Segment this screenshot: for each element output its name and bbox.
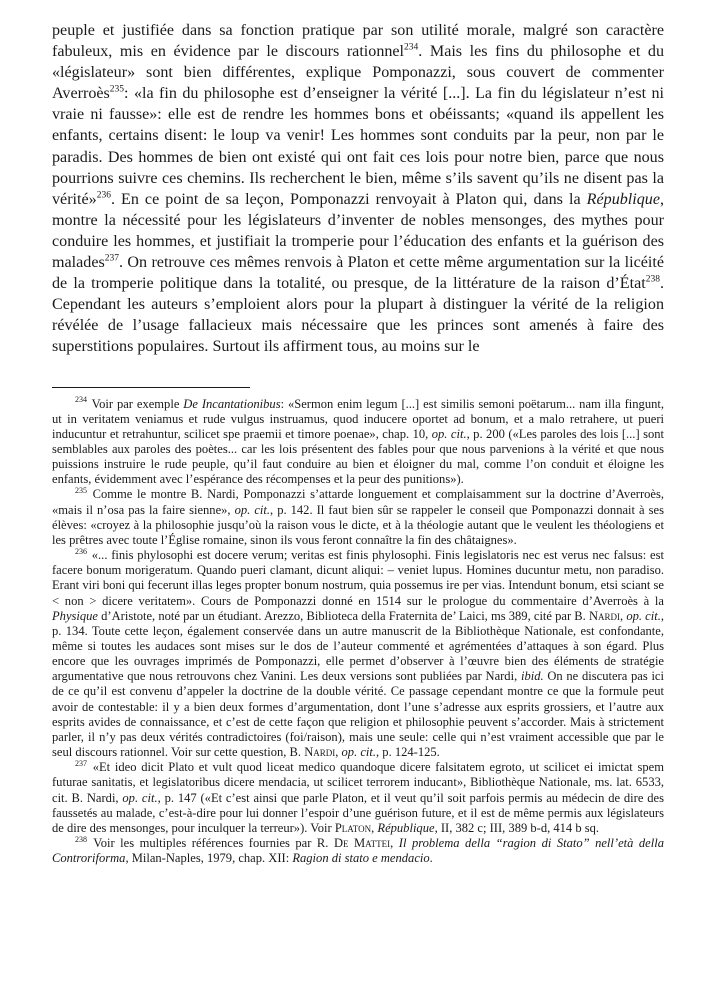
footnote-235 — [52, 487, 664, 548]
text-run: Voir par exemple — [88, 396, 184, 411]
text-run: peuple et justifiée dans sa fonction pratique par son utilité morale, malgré son caractère fabuleux, mis en évidence par le discours rationnel — [52, 22, 664, 61]
footnote-ref-236[interactable]: 236 — [96, 190, 111, 201]
italic-title: Il problema della “ragion di Stato” nell’età della Controriforma — [52, 836, 664, 866]
text-run: , II, 382 c; III, 389 b-d, 414 b sq. — [434, 820, 600, 835]
text-run: : «la fin du philosophe est d’enseigner la vérité [...]. La fin du législateur n’est ni vraie ni fausse»: elle est de rendre les hommes bons et obéissants; «quand ils appellent les enfants, certains disent: le loup va venir! Les hommes sont conduits par la peur, non par le paradis. Des hommes de bien ont existé qui ont fait ces lois pour notre bien, parce que nous pourrions suivre ces chemins. Ils recherchent le bien, même s’ils savent qu’ils ne disent pas la vérité» — [52, 85, 664, 208]
footnote-number: 234 — [75, 395, 87, 405]
text-run: Voir les multiples références fournies par R. — [88, 836, 334, 851]
text-run: On ne discutera pas ici de ce qu’il est convenu d’appeler la doctrine de la double vérité. Ce passage cependant montre ce que la formule peut avoir de contestable: il y a bien deux formes d’argumentation, dont l’une s’adresse aux esprits grossiers, et l’autre aux esprits avides de connaissance, et c’est de cette façon que religion et philosophie peuvent s’accorder. Mais à strictement parler, il n’y pas deux vérités contradictoires (foi/raison), mais une seule: celle qui n’est vraiment accessible que par le seul discours rationnel. Voir sur cette question, B. — [52, 669, 664, 760]
main-paragraph — [52, 20, 664, 358]
text-run: , p. 147 («Et c’est ainsi que parle Platon, et il veut qu’il soit parfois permis au médecin de dire des faussetés au malade, c’est-à-dire pour lui donner l’espoir d’une guérison future, et il est de même permis aux législateurs de dire des mensonges, pour inculquer la terreur»). Voir — [52, 790, 664, 835]
text-run: , — [390, 836, 399, 851]
italic-ref: ibid. — [520, 669, 544, 684]
italic-title: République — [586, 190, 660, 208]
footnote-ref-234[interactable]: 234 — [404, 42, 419, 53]
footnote-236 — [52, 548, 664, 760]
text-run: . On retrouve ces mêmes renvois à Platon et cette même argumentation sur la licéité de la tromperie politique dans la totalité, ou presque, de la littérature de la raison d’État — [52, 254, 664, 293]
text-run: . Cependant les auteurs s’emploient alors pour la plupart à distinguer la vérité de la religion révélée de l’usage fallacieux mais nécessaire que les princes sont amenés à faire des superstitions populaires. Surtout ils affirment tous, au moins sur le — [52, 275, 664, 356]
footnote-number: 238 — [75, 834, 87, 844]
footnote-number: 236 — [75, 546, 87, 556]
text-run: : «Sermon enim legum [...] est similis semoni poëtarum... nam illa fingunt, ut in veritatem veniamus et rude vulgus instruamus, quod inducere oportet ad bonum, et a malo retrahere, ut pueri inducuntur et retrahuntur, scilicet spe praemii et timore poenae», chap. 10, — [52, 396, 664, 441]
footnote-237 — [52, 760, 664, 836]
text-run: . — [429, 851, 433, 866]
text-run: , — [335, 745, 342, 760]
text-run: «... finis phylosophi est docere verum; veritas est finis phylosophi. Finis legislatoris nec est verus nec falsus: est facere bonum morigeratum. Quando pueri clamant, dicunt aliqui: – veniet lupus. Homines ducuntur metu, non paradiso. Erant viri boni qui fecerunt illas leges propter bonum nostrum, quia possemus ire per vias. Intendunt bonum, etsi sciant se < non > dicere veritatem». Cours de Pomponazzi donné en 1514 sur le prologue du commentaire d’Averroès à la — [52, 548, 664, 608]
italic-ref: op. cit. — [431, 426, 467, 441]
footnote-ref-237[interactable]: 237 — [104, 253, 119, 264]
text-run: , p. 142. Il faut bien sûr se rappeler le conseil que Pomponazzi donnait à ses élèves: «croyez à la philosophie jusqu’où la raison vous le dicte, et à la théologie autant que le veulent les théologiens et les prêtres avec toute l’Église romaine, sinon ils vous feront connaître la fin des châtaignes». — [52, 502, 664, 547]
text-run: , — [371, 820, 378, 835]
italic-title: République — [377, 820, 435, 835]
author-name: Nardi — [304, 745, 336, 760]
footnote-separator — [52, 387, 250, 388]
text-run: , p. 134. Toute cette leçon, également conservée dans un autre manuscrit de la Bibliothèque Nationale, est confondante, même si toutes les audaces sont mises sur le dos de l’auteur commenté et agrémentées d’attaques à son égard. Plus encore que les ouvrages imprimés de Pomponazzi, elle permet d’observer à l’œuvre bien des éléments de stratégie argumentative que nous retrouvons chez Vanini. Les deux versions sont publiées par Nardi, — [52, 608, 664, 684]
text-run: «Et ideo dicit Plato et vult quod liceat medico quandoque dicere falsitatem egroto, ut scilicet ei imictat spem futurae sanitatis, et legislatoribus dicere mendacia, ut scilicet terrorem inducant», Bibliothèque Nationale, ms. lat. 6533, cit. B. Nardi, — [52, 760, 664, 805]
text-run: , p. 124-125. — [376, 745, 440, 760]
text-run: . Mais les fins du philosophe et du «législateur» sont bien différentes, explique Pomponazzi, sous couvert de commenter Averroès — [52, 43, 665, 103]
text-run: . En ce point de sa leçon, Pomponazzi renvoyait à Platon qui, dans la — [110, 190, 587, 208]
italic-ref: op. cit. — [341, 745, 377, 760]
text-run: d’Aristote, noté par un étudiant. Arezzo, Biblioteca della Fraternita de’ Laici, ms 389, cité par B. — [98, 608, 589, 623]
author-name: Nardi — [588, 608, 621, 623]
italic-title: Ragion di stato e mendacio — [292, 851, 430, 866]
text-run: , Milan-Naples, 1979, chap. XII: — [125, 851, 293, 866]
italic-title: De Incantationibus — [183, 396, 281, 411]
document-page — [52, 20, 664, 866]
italic-title: Physique — [52, 608, 98, 623]
footnote-number: 237 — [75, 759, 87, 769]
italic-ref: op. cit. — [122, 790, 158, 805]
author-name: Platon — [334, 820, 372, 835]
author-name: De Mattei — [333, 836, 391, 851]
text-run: Comme le montre B. Nardi, Pomponazzi s’attarde longuement et complaisamment sur la doctrine d’Averroès, «mais il n’osa pas la faire sienne», — [52, 487, 664, 517]
text-run: , montre la nécessité pour les législateurs d’inventer de nobles mensonges, des mythes pour conduire les hommes, et justifiait la tromperie pour l’éducation des enfants et la guérison des malades — [52, 190, 664, 272]
footnote-234 — [52, 397, 664, 488]
text-run: , p. 200 («Les paroles des lois [...] sont semblables aux paroles des poètes... car les lois présentent des fables pour que nous parvenions à la vérité et que nous puissions instruire le rude peuple, qu’il faut conduire au bien et éloigner du mal, comme l’on conduit et éloigne les enfants, évidemment avec l’espérance des récompenses et la peur des punitions»). — [52, 426, 665, 487]
italic-ref: op. cit. — [626, 608, 661, 623]
footnote-238 — [52, 836, 664, 866]
italic-ref: op. cit. — [234, 502, 271, 517]
footnote-ref-235[interactable]: 235 — [109, 84, 125, 95]
footnote-number: 235 — [75, 486, 87, 496]
footnote-ref-238[interactable]: 238 — [645, 274, 660, 285]
text-run: , — [620, 608, 627, 623]
